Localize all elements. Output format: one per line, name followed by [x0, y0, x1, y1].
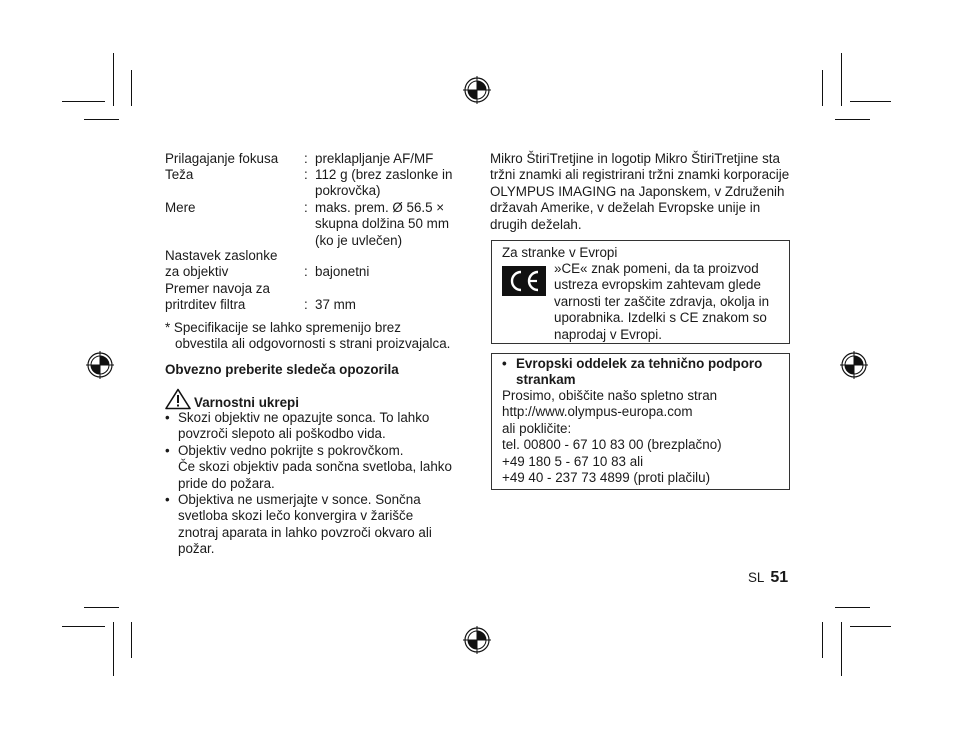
spec-row-weight	[165, 167, 465, 200]
safety-heading: Varnostni ukrepi	[194, 395, 299, 410]
registration-mark-icon	[840, 351, 868, 379]
crop-mark	[62, 626, 105, 627]
crop-mark	[84, 119, 119, 120]
crop-mark	[62, 101, 105, 102]
support-line: ali pokličite:	[502, 420, 572, 436]
support-heading-text: Evropski oddelek za tehnično podporo strankam	[516, 356, 763, 388]
spec-colon: :	[304, 151, 308, 166]
crop-mark	[841, 622, 842, 676]
support-phone: +49 180 5 - 67 10 83 ali	[502, 453, 644, 469]
europe-box-title: Za stranke v Evropi	[502, 245, 618, 260]
footnote-line: * Specifikacije se lahko spremenijo brez	[165, 320, 401, 335]
list-item	[165, 443, 455, 492]
spec-label: Mere	[165, 200, 196, 215]
safety-list	[165, 410, 455, 558]
support-phone: +49 40 - 237 73 4899 (proti plačilu)	[502, 470, 711, 486]
crop-mark	[131, 622, 132, 658]
list-item-text: Objektiva ne usmerjajte v sonce. Sončna svetloba skozi lečo konvergira v žarišče znotraj aparata in lahko povzroči okvaro ali požar.	[178, 492, 432, 557]
spec-label: Nastavek zaslonke	[165, 248, 278, 263]
list-item-text: Skozi objektiv ne opazujte sonca. To lahko povzroči slepoto ali poškodbo vida.	[178, 410, 430, 442]
support-line: Prosimo, obiščite našo spletno stran	[502, 388, 718, 403]
bullet-dot: •	[165, 492, 170, 508]
spec-value: 112 g (brez zaslonke in pokrovčka)	[315, 167, 453, 199]
crop-mark	[850, 626, 891, 627]
footnote-line: obvestila ali odgovornosti s strani proizvajalca.	[175, 336, 451, 352]
bullet-dot: •	[165, 442, 170, 458]
spec-colon: :	[304, 200, 308, 215]
spec-label: za objektiv	[165, 264, 229, 280]
spec-colon: :	[304, 167, 308, 182]
crop-mark	[113, 622, 114, 676]
list-item-text: Če skozi objektiv pada sončna svetloba, lahko pride do požara.	[178, 459, 452, 491]
spec-value: preklapljanje AF/MF	[315, 151, 434, 166]
warning-heading: Obvezno preberite sledeča opozorila	[165, 362, 399, 377]
bullet-dot: •	[165, 410, 170, 425]
spec-row-filter	[165, 281, 465, 314]
spec-value: maks. prem. Ø 56.5 × skupna dolžina 50 mm (ko je uvlečen)	[315, 200, 449, 248]
bullet-dot: •	[502, 356, 507, 371]
support-phone: tel. 00800 - 67 10 83 00 (brezplačno)	[502, 437, 722, 453]
support-details	[502, 388, 787, 486]
crop-mark	[822, 622, 823, 658]
ce-description: »CE« znak pomeni, da ta proizvod ustreza evropskim zahtevam glede varnosti ter zaščite zdravja, okolja in uporabnika. Izdelki s CE znakom so naprodaj v Evropi.	[554, 261, 770, 342]
spec-value: 37 mm	[315, 297, 356, 313]
crop-mark	[131, 70, 132, 106]
spec-row-dimensions	[165, 200, 465, 250]
page-number	[748, 570, 788, 586]
trademark-notice: Mikro ŠtiriTretjine in logotip Mikro ŠtiriTretjine sta tržni znamki ali registrirani tržni znamki korporacije OLYMPUS IMAGING na Japonskem, v Združenih državah Amerike, v deželah Evropske unije in drugih deželah.	[490, 151, 790, 232]
support-heading	[502, 356, 782, 389]
crop-mark	[113, 53, 114, 106]
crop-mark	[822, 70, 823, 106]
spec-label: pritrditev filtra	[165, 297, 246, 313]
list-item-text: Objektiv vedno pokrijte s pokrovčkom.	[178, 442, 404, 458]
registration-mark-icon	[86, 351, 114, 379]
spec-label: Teža	[165, 167, 194, 182]
crop-mark	[84, 607, 119, 608]
crop-mark	[841, 53, 842, 106]
crop-mark	[850, 101, 891, 102]
spec-row-focus	[165, 151, 465, 168]
page-number-value: 51	[770, 569, 789, 586]
spec-colon: :	[304, 264, 308, 280]
list-item	[165, 492, 455, 558]
spec-label: Premer navoja za	[165, 281, 270, 296]
registration-mark-icon	[463, 76, 491, 104]
warning-triangle-icon	[165, 388, 191, 410]
spec-colon: :	[304, 297, 308, 313]
ce-mark-icon	[502, 266, 546, 296]
spec-label: Prilagajanje fokusa	[165, 151, 279, 166]
crop-mark	[835, 119, 870, 120]
list-item	[165, 410, 455, 443]
spec-row-mount	[165, 248, 465, 281]
language-code: SL	[748, 570, 765, 585]
support-website-link[interactable]: http://www.olympus-europa.com	[502, 404, 693, 420]
spec-value: bajonetni	[315, 264, 370, 280]
crop-mark	[835, 607, 870, 608]
registration-mark-icon	[463, 626, 491, 654]
spec-footnote	[165, 320, 465, 353]
